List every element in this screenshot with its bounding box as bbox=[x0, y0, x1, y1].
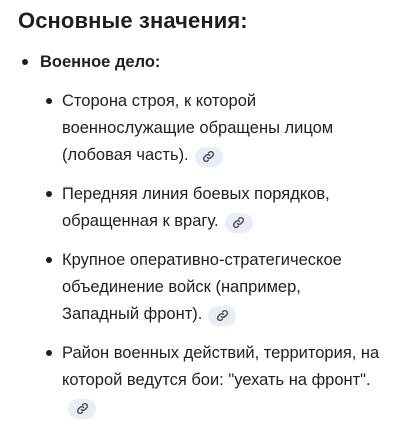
meanings-section bbox=[0, 50, 400, 389]
bullet-dot bbox=[46, 257, 52, 263]
section-heading: Основные значения: bbox=[18, 8, 248, 33]
source-link-button[interactable] bbox=[68, 399, 96, 419]
source-link-button[interactable] bbox=[225, 213, 253, 233]
bullet-dot bbox=[22, 59, 28, 65]
meanings-list bbox=[0, 88, 400, 433]
bullet-dot bbox=[46, 98, 52, 104]
list-item bbox=[44, 247, 380, 328]
link-icon bbox=[232, 216, 245, 229]
source-link-button[interactable] bbox=[208, 306, 236, 326]
link-icon bbox=[76, 402, 89, 415]
category-item bbox=[20, 50, 400, 76]
list-item bbox=[44, 181, 380, 235]
meaning-text: Сторона строя, к которой военнослужащие обращены лицом (лобовая часть). bbox=[62, 92, 334, 164]
bullet-dot bbox=[46, 191, 52, 197]
source-link-button[interactable] bbox=[195, 147, 223, 167]
bullet-dot bbox=[46, 350, 52, 356]
meaning-text: Передняя линия боевых порядков, обращенная к врагу. bbox=[62, 185, 330, 230]
list-item bbox=[44, 340, 380, 421]
link-icon bbox=[216, 309, 229, 322]
category-label: Военное дело: bbox=[40, 53, 161, 71]
meaning-text: Крупное оперативно-стратегическое объединение войск (например, Западный фронт). bbox=[62, 251, 342, 323]
meaning-text: Район военных действий, территория, на которой ведутся бои: "уехать на фронт". bbox=[62, 344, 380, 389]
list-item bbox=[44, 88, 380, 169]
link-icon bbox=[202, 150, 215, 163]
